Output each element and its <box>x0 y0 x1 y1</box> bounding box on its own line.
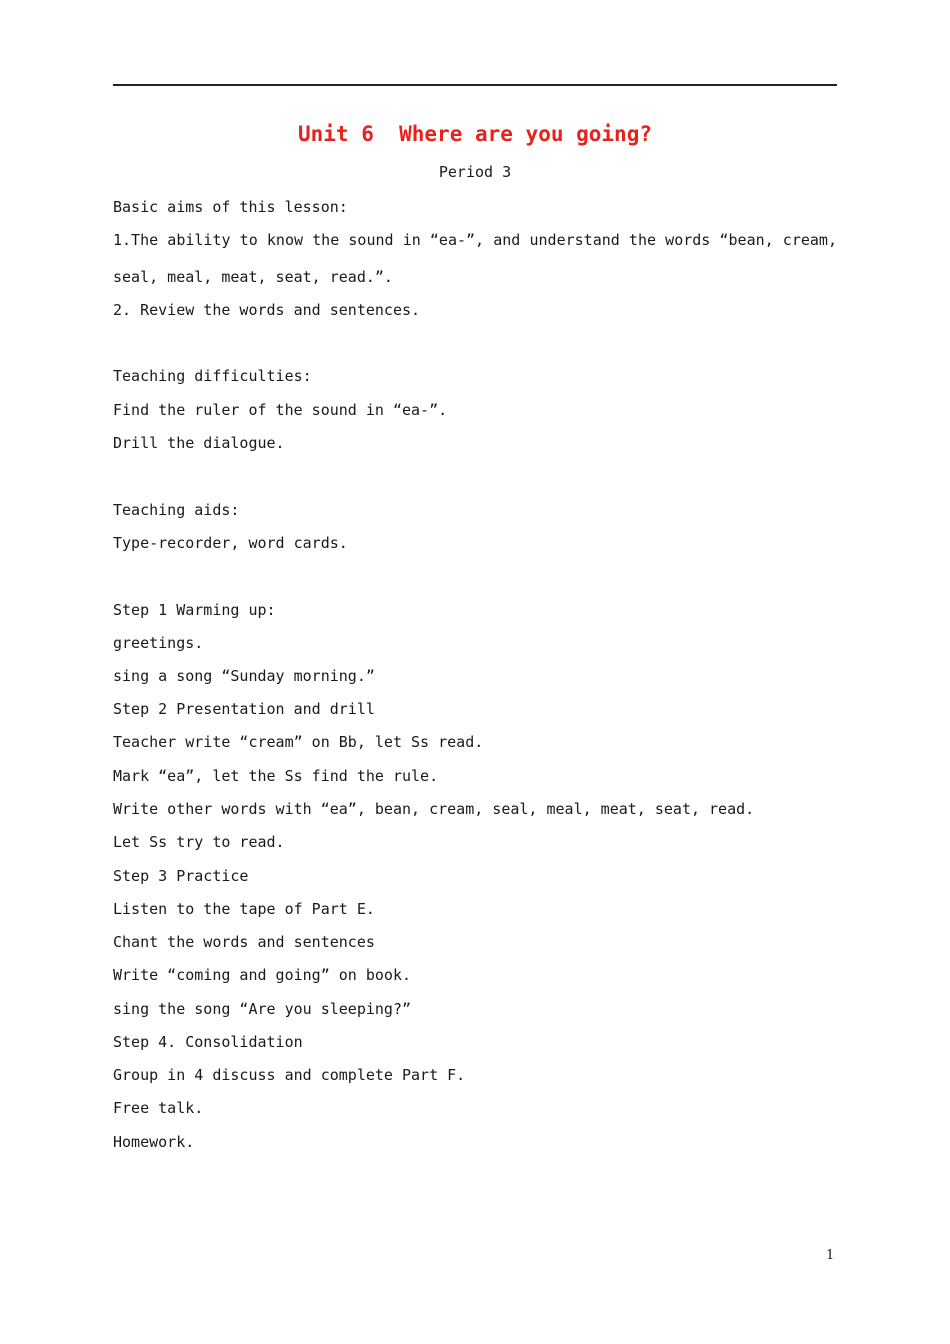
step-line: Group in 4 discuss and complete Part F. <box>113 1066 466 1084</box>
page-subtitle: Period 3 <box>438 163 512 181</box>
step-line: Chant the words and sentences <box>113 933 375 951</box>
aims-item-2: 2. Review the words and sentences. <box>113 301 421 319</box>
difficulties-line-1: Find the ruler of the sound in “ea-”. <box>113 401 448 419</box>
aids-line-1: Type-recorder, word cards. <box>113 534 348 552</box>
step-line: greetings. <box>113 634 204 652</box>
step-line: Step 2 Presentation and drill <box>113 700 375 718</box>
aims-heading: Basic aims of this lesson: <box>113 198 348 216</box>
step-line: sing a song “Sunday morning.” <box>113 667 375 685</box>
difficulties-heading: Teaching difficulties: <box>113 367 312 385</box>
step-line: Step 1 Warming up: <box>113 601 276 619</box>
header-rule <box>113 84 837 86</box>
step-line: Mark “ea”, let the Ss find the rule. <box>113 767 439 785</box>
page-title: Unit 6 Where are you going? <box>297 122 652 146</box>
aims-item-1-cont: seal, meal, meat, seat, read.”. <box>113 268 393 286</box>
step-line: Step 4. Consolidation <box>113 1033 303 1051</box>
step-line: Free talk. <box>113 1099 204 1117</box>
step-line: Homework. <box>113 1133 195 1151</box>
aims-item-1: 1.The ability to know the sound in “ea-”, and understand the words “bean, cream, <box>113 231 837 249</box>
step-line: Write “coming and going” on book. <box>113 966 412 984</box>
step-line: Listen to the tape of Part E. <box>113 900 375 918</box>
difficulties-line-2: Drill the dialogue. <box>113 434 285 452</box>
step-line: Teacher write “cream” on Bb, let Ss read. <box>113 733 484 751</box>
step-line: Let Ss try to read. <box>113 833 285 851</box>
step-line: Write other words with “ea”, bean, cream, seal, meal, meat, seat, read. <box>113 800 755 818</box>
page-number: 1 <box>826 1248 835 1263</box>
step-line: sing the song “Are you sleeping?” <box>113 1000 412 1018</box>
aids-heading: Teaching aids: <box>113 501 240 519</box>
step-line: Step 3 Practice <box>113 867 249 885</box>
